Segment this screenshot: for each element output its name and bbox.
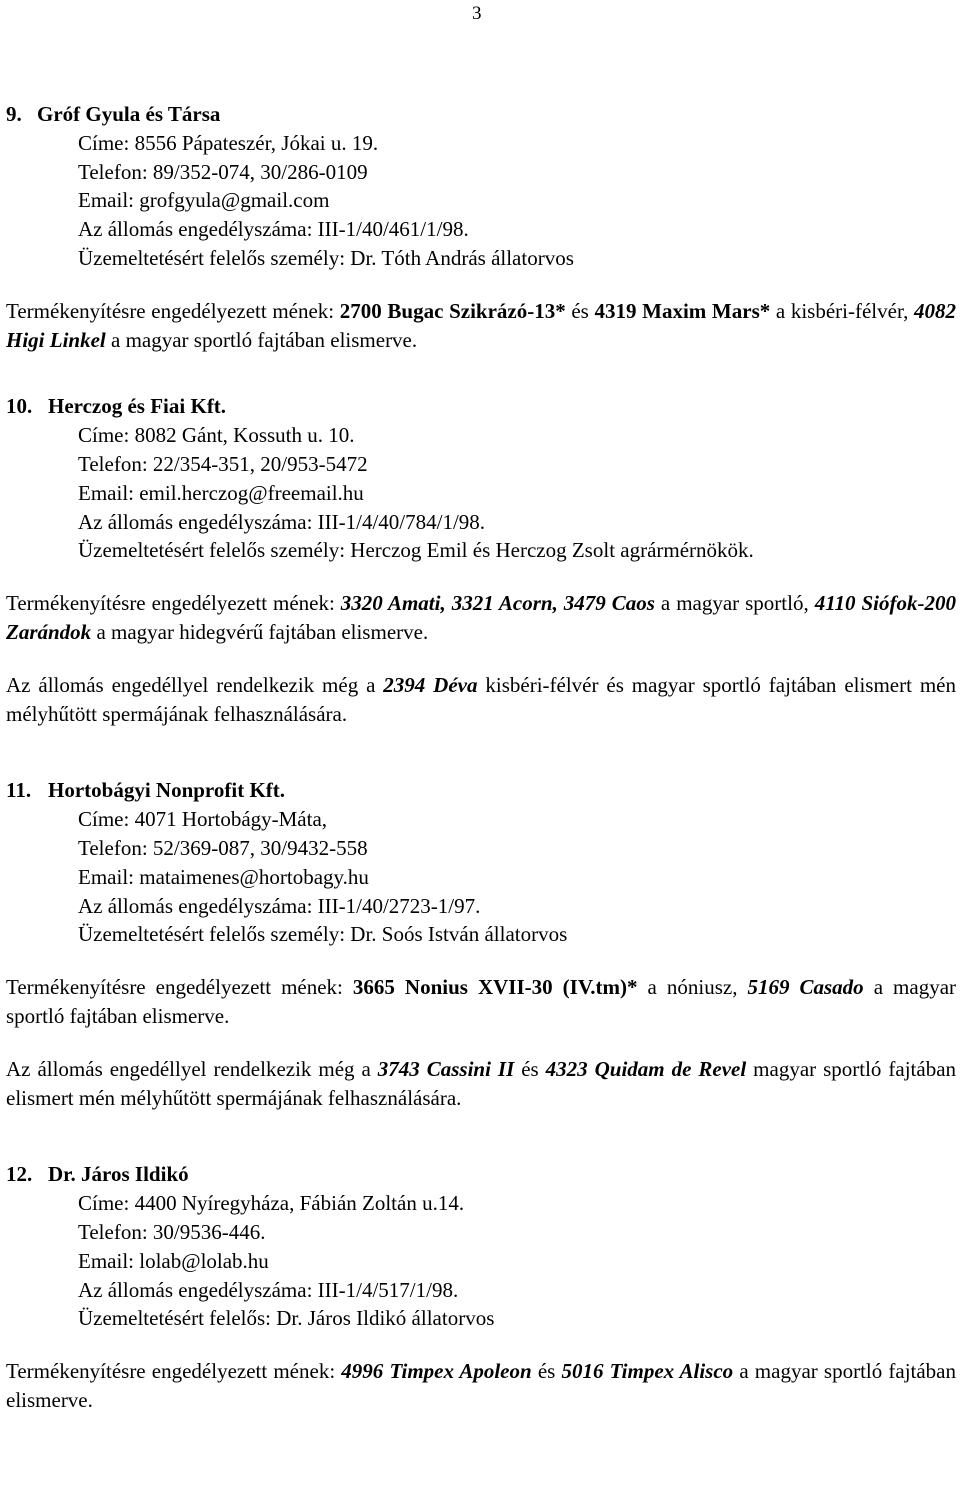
address-line: Címe: 8082 Gánt, Kossuth u. 10. [78, 423, 355, 448]
entry-number: 12. [6, 1162, 33, 1187]
entry-info [6, 805, 956, 949]
stallion-name: 4082 Higi Linkel [6, 298, 957, 352]
semen-paragraph: Az állomás engedéllyel rendelkezik még a 2394 Déva kisbéri-félvér és magyar sportló fajtában elismert mén mélyhűtött spermájának felhasználására. [6, 672, 956, 726]
phone-line: Telefon: 22/354-351, 20/953-5472 [78, 451, 368, 476]
stallion-name: 2700 Bugac Szikrázó-13* [339, 298, 566, 323]
entry-name: Herczog és Fiai Kft. [48, 394, 227, 419]
entry-title [6, 776, 956, 805]
license-line: Az állomás engedélyszáma: III-1/40/2723-1/97. [78, 893, 481, 918]
address-line: Címe: 8556 Pápateszér, Jókai u. 19. [78, 130, 379, 155]
stallion-name: 5016 Timpex Alisco [561, 1359, 734, 1384]
entry-title [6, 100, 956, 129]
license-line: Az állomás engedélyszáma: III-1/4/40/784/1/98. [78, 509, 486, 534]
semen-paragraph: Az állomás engedéllyel rendelkezik még a 3743 Cassini II és 4323 Quidam de Revel magyar sportló fajtában elismert mén mélyhűtött spermájának felhasználására. [6, 1056, 957, 1110]
entry-title [6, 392, 956, 421]
entry-11 [6, 776, 956, 1112]
entry-number: 9. [6, 102, 22, 126]
entry-info [6, 1189, 956, 1333]
stallions-paragraph: Termékenyítésre engedélyezett mének: 3665 Nonius XVII-30 (IV.tm)* a nóniusz, 5169 Casado a magyar sportló fajtában elismerve. [6, 975, 957, 1028]
page-number: 3 [472, 3, 482, 24]
address-line: Címe: 4071 Hortobágy-Máta, [78, 807, 328, 832]
entry-9 [6, 100, 956, 354]
stallions-paragraph: Termékenyítésre engedélyezett mének: 3320 Amati, 3321 Acorn, 3479 Caos a magyar sportló, 4110 Siófok-200 Zarándok a magyar hidegvérű fajtában elismerve. [6, 591, 956, 644]
stallion-name: 3320 Amati, 3321 Acorn, 3479 Caos [340, 591, 655, 616]
phone-line: Telefon: 52/369-087, 30/9432-558 [78, 835, 368, 860]
stallions-paragraph: Termékenyítésre engedélyezett mének: 4996 Timpex Apoleon és 5016 Timpex Alisco a magyar sportló fajtában elismerve. [6, 1359, 956, 1412]
responsible-line: Üzemeltetésért felelős személy: Herczog Emil és Herczog Zsolt agrármérnökök. [78, 538, 754, 563]
document-body [6, 100, 956, 1415]
email-line: Email: mataimenes@hortobagy.hu [78, 864, 369, 889]
stallion-name: 4319 Maxim Mars* [594, 298, 771, 323]
address-line: Címe: 4400 Nyíregyháza, Fábián Zoltán u.14. [78, 1191, 465, 1216]
entry-number: 10. [6, 394, 33, 419]
phone-line: Telefon: 30/9536-446. [78, 1219, 266, 1244]
entry-number: 11. [6, 778, 32, 803]
license-line: Az állomás engedélyszáma: III-1/40/461/1/98. [78, 217, 469, 242]
entry-12 [6, 1160, 956, 1414]
responsible-line: Üzemeltetésért felelős személy: Dr. Tóth András állatorvos [78, 245, 574, 270]
stallion-name: 3743 Cassini II [377, 1056, 515, 1081]
responsible-line: Üzemeltetésért felelős: Dr. Járos Ildikó állatorvos [78, 1306, 495, 1331]
stallion-name: 5169 Casado [747, 975, 864, 1000]
email-line: Email: lolab@lolab.hu [78, 1248, 269, 1273]
stallion-name: 3665 Nonius XVII-30 (IV.tm)* [352, 975, 638, 1000]
phone-line: Telefon: 89/352-074, 30/286-0109 [78, 159, 368, 184]
entry-name: Gróf Gyula és Társa [37, 102, 221, 126]
stallion-name: 4323 Quidam de Revel [545, 1056, 747, 1081]
entry-10 [6, 392, 956, 728]
entry-info [6, 129, 956, 273]
license-line: Az állomás engedélyszáma: III-1/4/517/1/98. [78, 1277, 459, 1302]
entry-name: Hortobágyi Nonprofit Kft. [48, 778, 286, 803]
stallion-name: 2394 Déva [383, 672, 478, 697]
email-line: Email: grofgyula@gmail.com [78, 188, 330, 213]
responsible-line: Üzemeltetésért felelős személy: Dr. Soós István állatorvos [78, 922, 568, 947]
stallions-paragraph: Termékenyítésre engedélyezett mének: 2700 Bugac Szikrázó-13* és 4319 Maxim Mars* a kisbéri-félvér, 4082 Higi Linkel a magyar sportló fajtában elismerve. [6, 298, 957, 352]
stallion-name: 4110 Siófok-200 Zarándok [6, 591, 956, 644]
entry-info [6, 421, 956, 565]
entry-name: Dr. Járos Ildikó [48, 1162, 189, 1187]
entry-title [6, 1160, 956, 1189]
stallion-name: 4996 Timpex Apoleon [341, 1359, 532, 1384]
email-line: Email: emil.herczog@freemail.hu [78, 480, 364, 505]
